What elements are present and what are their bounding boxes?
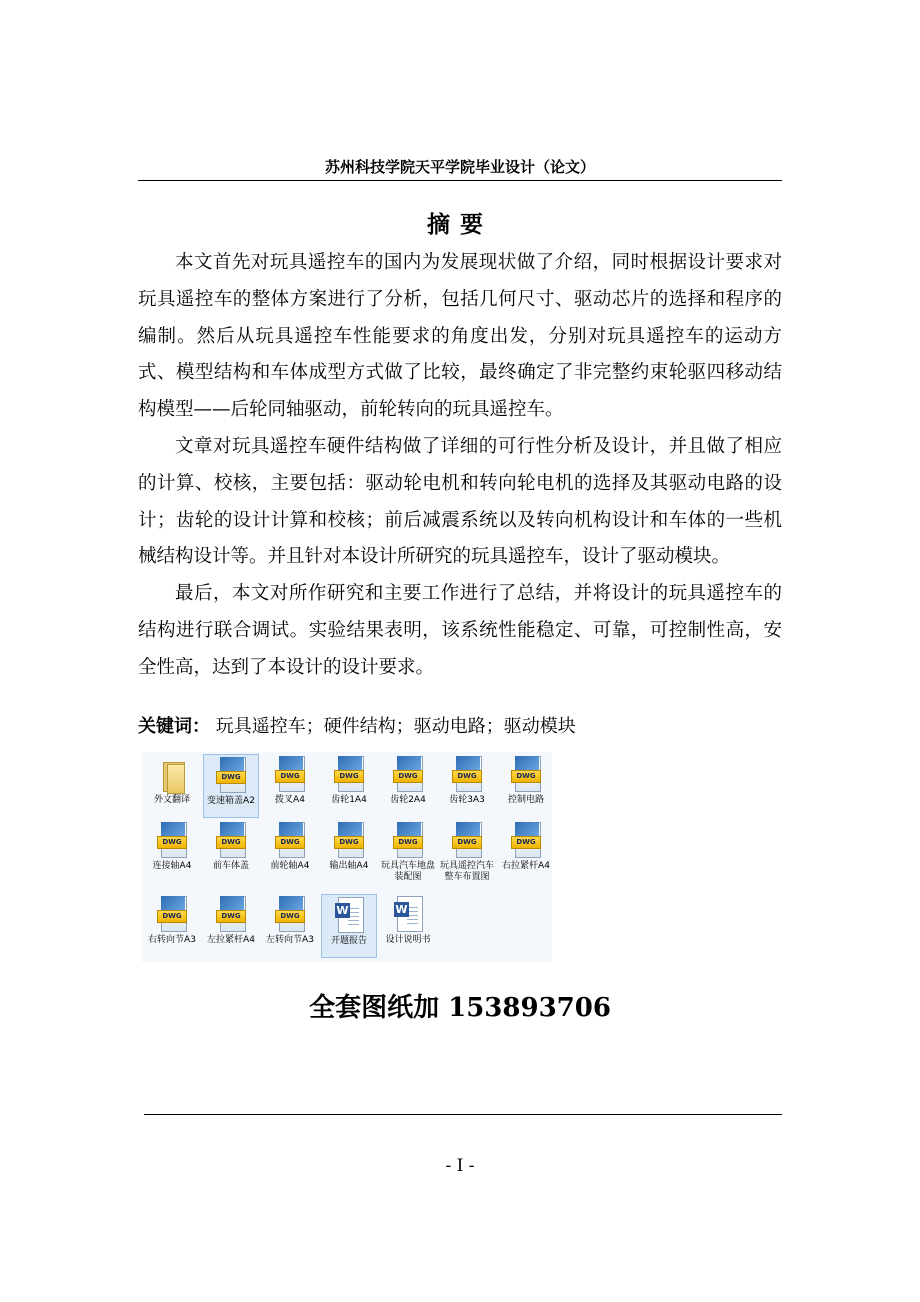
file-label: 齿轮2A4: [390, 795, 426, 805]
file-label: 拨叉A4: [275, 795, 305, 805]
file-label: 控制电路: [507, 795, 544, 805]
file-item[interactable]: [262, 754, 318, 818]
keywords-label: 关键词：: [138, 716, 210, 737]
dwg-file-icon: [216, 822, 246, 860]
page-number: - I -: [445, 1156, 475, 1176]
file-label: 玩具汽车地盘装配图: [380, 861, 435, 882]
folder-icon: [157, 756, 187, 794]
file-label: 外文翻译: [153, 795, 190, 805]
file-label: 变速箱盖A2: [207, 796, 255, 806]
abstract-paragraph-2: 文章对玩具遥控车硬件结构做了详细的可行性分析及设计，并且做了相应的计算、校核，主要包括：驱动轮电机和转向轮电机的选择及其驱动电路的设计；齿轮的设计计算和校核；前后减震系统以及转向机构设计和车体的一些机械结构设计等。并且针对本设计所研究的玩具遥控车，设计了驱动模块。: [138, 435, 782, 568]
dwg-file-icon: [157, 896, 187, 934]
dwg-tag: DWG: [511, 770, 541, 783]
file-item[interactable]: [203, 820, 259, 884]
footer-rule: [144, 1114, 782, 1115]
dwg-tag: DWG: [275, 836, 305, 849]
file-item[interactable]: [144, 820, 200, 884]
abstract-body: [138, 245, 782, 687]
contact-line: 全套图纸加 153893706: [309, 993, 611, 1023]
dwg-file-icon: [511, 822, 541, 860]
dwg-file-icon: [157, 822, 187, 860]
file-label: 右转向节A3: [148, 935, 196, 945]
file-item[interactable]: [380, 754, 436, 818]
dwg-tag: DWG: [334, 770, 364, 783]
word-tag: W: [336, 904, 349, 917]
file-label: 左拉紧杆A4: [207, 935, 255, 945]
dwg-tag: DWG: [393, 836, 423, 849]
file-item[interactable]: [321, 820, 377, 884]
dwg-file-icon: [511, 756, 541, 794]
dwg-tag: DWG: [334, 836, 364, 849]
file-item[interactable]: [380, 820, 436, 884]
dwg-tag: DWG: [275, 910, 305, 923]
dwg-tag: DWG: [216, 910, 246, 923]
file-item[interactable]: [498, 820, 554, 884]
dwg-file-icon: [216, 757, 246, 795]
file-item[interactable]: [262, 820, 318, 884]
abstract-title: 摘要: [427, 212, 493, 238]
dwg-file-icon: [452, 822, 482, 860]
file-label: 齿轮1A4: [331, 795, 367, 805]
dwg-tag: DWG: [157, 836, 187, 849]
dwg-tag: DWG: [216, 771, 246, 784]
word-doc-icon: [334, 897, 364, 935]
dwg-file-icon: [334, 822, 364, 860]
file-item[interactable]: [321, 894, 377, 958]
dwg-file-icon: [216, 896, 246, 934]
file-label: 前轮轴A4: [270, 861, 310, 871]
dwg-tag: DWG: [452, 770, 482, 783]
keywords-text: 玩具遥控车；硬件结构；驱动电路；驱动模块: [215, 716, 576, 737]
dwg-file-icon: [275, 896, 305, 934]
file-label: 设计说明书: [385, 935, 431, 945]
keywords: [138, 712, 782, 742]
file-explorer-grid: [142, 752, 552, 962]
dwg-file-icon: [334, 756, 364, 794]
dwg-tag: DWG: [511, 836, 541, 849]
file-item[interactable]: [262, 894, 318, 958]
file-label: 玩具遥控汽车整车布置图: [439, 861, 494, 882]
file-label: 输出轴A4: [329, 861, 369, 871]
dwg-file-icon: [393, 756, 423, 794]
dwg-file-icon: [275, 822, 305, 860]
file-item[interactable]: [439, 754, 495, 818]
header-rule: [138, 180, 782, 181]
word-tag: W: [395, 903, 408, 916]
dwg-file-icon: [393, 822, 423, 860]
abstract-paragraph-3: 最后，本文对所作研究和主要工作进行了总结，并将设计的玩具遥控车的结构进行联合调试。实验结果表明，该系统性能稳定、可靠，可控制性高，安全性高，达到了本设计的设计要求。: [138, 583, 782, 678]
abstract-paragraph-1: 本文首先对玩具遥控车的国内为发展现状做了介绍，同时根据设计要求对玩具遥控车的整体方案进行了分析，包括几何尺寸、驱动芯片的选择和程序的编制。然后从玩具遥控车性能要求的角度出发，分别对玩具遥控车的运动方式、模型结构和车体成型方式做了比较，最终确定了非完整约束轮驱四移动结构模型——后轮同轴驱动，前轮转向的玩具遥控车。: [138, 252, 782, 421]
dwg-file-icon: [275, 756, 305, 794]
dwg-tag: DWG: [157, 910, 187, 923]
dwg-tag: DWG: [452, 836, 482, 849]
file-item[interactable]: [439, 820, 495, 884]
file-item[interactable]: [203, 894, 259, 958]
file-label: 齿轮3A3: [449, 795, 485, 805]
file-label: 前车体盖: [212, 861, 249, 871]
file-label: 连接轴A4: [152, 861, 192, 871]
file-label: 左转向节A3: [266, 935, 314, 945]
dwg-tag: DWG: [216, 836, 246, 849]
running-header: 苏州科技学院天平学院毕业设计（论文）: [324, 158, 595, 176]
dwg-tag: DWG: [393, 770, 423, 783]
file-label: 开题报告: [330, 936, 367, 946]
dwg-tag: DWG: [275, 770, 305, 783]
file-item[interactable]: [498, 754, 554, 818]
dwg-file-icon: [452, 756, 482, 794]
file-item[interactable]: [144, 754, 200, 818]
file-item[interactable]: [144, 894, 200, 958]
file-item[interactable]: [203, 754, 259, 818]
file-item[interactable]: [380, 894, 436, 958]
file-label: 右拉紧杆A4: [502, 861, 550, 871]
file-item[interactable]: [321, 754, 377, 818]
word-doc-icon: [393, 896, 423, 934]
